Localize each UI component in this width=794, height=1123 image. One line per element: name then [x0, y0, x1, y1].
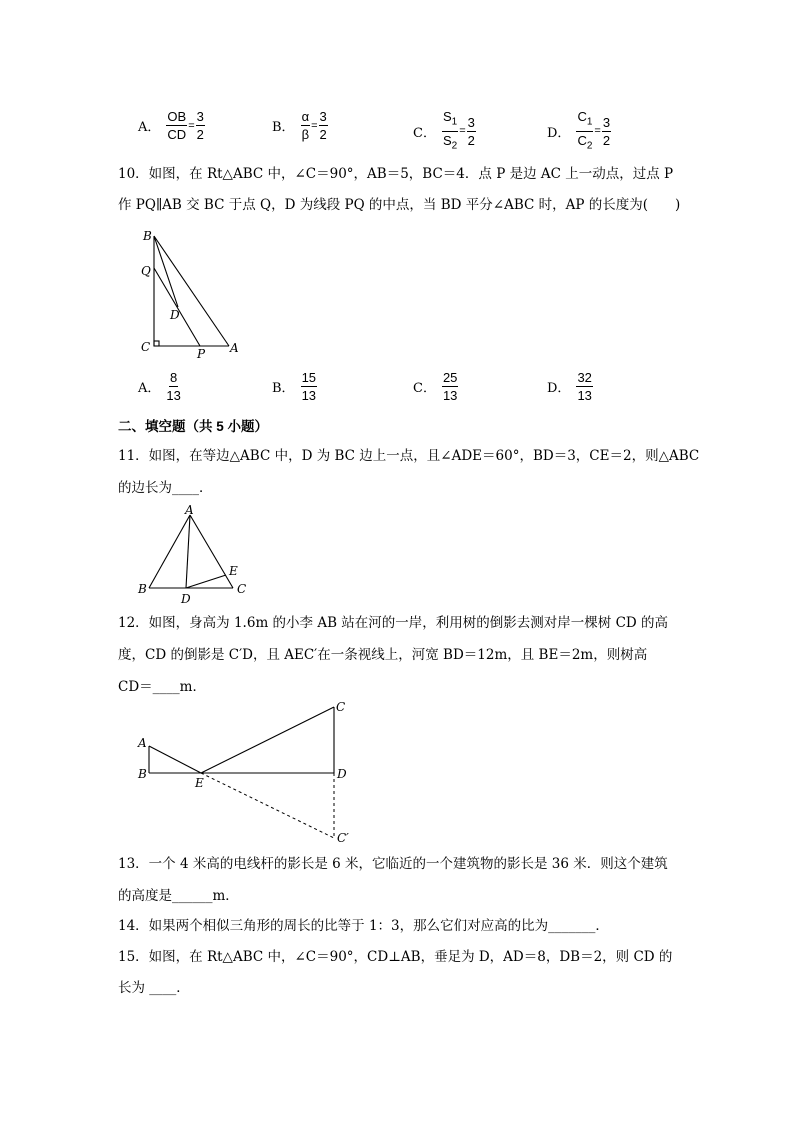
fraction-numerator: 25: [442, 370, 458, 385]
q9-option: [272, 109, 328, 142]
fraction-numerator: 3: [196, 109, 204, 124]
fraction: [166, 370, 180, 403]
q10-option: [272, 370, 317, 403]
fraction: [301, 109, 311, 142]
denominator-text: CD: [167, 127, 187, 142]
fraction-denominator: [577, 132, 592, 154]
fraction-denominator: [443, 132, 457, 154]
q15-line2: 长为 ____．: [118, 980, 190, 996]
equals-sign: =: [459, 125, 466, 138]
subscript: 1: [586, 116, 593, 128]
q10-label-B: B: [143, 229, 152, 243]
fraction-denominator: 13: [442, 388, 458, 403]
option-letter: B．: [272, 120, 295, 135]
option-letter: D．: [547, 125, 571, 141]
fraction: [442, 370, 458, 403]
fraction-numerator: 15: [301, 370, 317, 385]
fraction-denominator: 13: [577, 388, 592, 403]
q12-label-C2: C′: [337, 831, 349, 845]
fraction: [576, 370, 592, 403]
q10-segment-AB: [154, 236, 229, 346]
equals-sign: =: [311, 119, 318, 132]
fraction-denominator: [167, 126, 186, 142]
equals-sign: =: [188, 119, 195, 132]
q11-segment-DE: [186, 575, 226, 588]
fraction-denominator: 2: [467, 132, 475, 148]
fraction-denominator: 2: [602, 132, 611, 148]
q10-label-A: A: [230, 341, 239, 355]
fraction-denominator: 2: [319, 127, 327, 142]
option-letter: A．: [138, 381, 161, 396]
denominator-text: C: [577, 132, 587, 148]
q12-segment-EC: [201, 707, 334, 773]
q10-line2: 作 PQ∥AB 交 BC 于点 Q，D 为线段 PQ 的中点，当 BD 平分∠ABC 时，AP 的长度为( ): [118, 197, 681, 213]
fraction: [467, 115, 476, 148]
q11-line2: 的边长为____．: [118, 480, 213, 496]
q14-line1: 14．如果两个相似三角形的周长的比等于 1：3，那么它们对应高的比为_______．: [118, 918, 609, 934]
numerator-text: C: [577, 109, 587, 124]
denominator-text: β: [301, 127, 310, 142]
q10-label-C: C: [141, 340, 151, 354]
q11-line1: 11．如图，在等边△ABC 中，D 为 BC 边上一点，且∠ADE＝60°，BD＝3，CE＝2，则△ABC: [118, 448, 700, 464]
fraction: [442, 109, 458, 153]
q10-option: [413, 370, 458, 403]
fraction: [196, 109, 205, 142]
q12-segment-EC2: [201, 773, 334, 838]
numerator-text: S: [442, 109, 452, 124]
option-letter: C．: [413, 125, 436, 141]
denominator-text: S: [442, 132, 452, 148]
fraction: [301, 370, 317, 403]
q10-label-P: P: [197, 347, 206, 361]
q10-line1: 10．如图，在 Rt△ABC 中，∠C＝90°，AB＝5，BC＝4．点 P 是边 AC 上一动点，过点 P: [118, 166, 674, 182]
q11-segment-AB: [149, 515, 190, 588]
subscript: 2: [451, 140, 458, 152]
q11-segment-AC: [190, 515, 233, 588]
fraction-numerator: [301, 109, 311, 126]
equals-sign: =: [594, 125, 601, 138]
fraction-numerator: 3: [602, 114, 611, 130]
q10-segment-QP: [154, 268, 200, 346]
q13-line2: 的高度是______m．: [118, 888, 239, 904]
fraction-denominator: 13: [301, 388, 317, 403]
section-title: 二、填空题（共 5 小题）: [118, 419, 269, 434]
q10-option: [547, 370, 593, 403]
q11-label-D: D: [181, 592, 191, 606]
numerator-text: α: [301, 109, 310, 124]
fraction-numerator: 3: [319, 109, 327, 124]
q10-label-Q: Q: [141, 264, 151, 278]
option-letter: D．: [547, 381, 571, 396]
q11-label-E: E: [229, 564, 238, 578]
q15-line1: 15．如图，在 Rt△ABC 中，∠C＝90°，CD⊥AB，垂足为 D，AD＝8，DB＝2，则 CD 的: [118, 949, 673, 965]
q12-line2: 度，CD 的倒影是 C′D，且 AEC′在一条视线上，河宽 BD＝12m，且 BE＝2m，则树高: [118, 647, 648, 663]
fraction: [602, 115, 611, 148]
fraction: [166, 109, 187, 142]
fraction-numerator: 8: [170, 370, 178, 385]
q12-label-B: B: [138, 767, 147, 781]
fraction-numerator: [442, 109, 458, 132]
fraction-numerator: 3: [467, 114, 475, 130]
q9-option: [547, 109, 611, 153]
q10-right-angle-mark: [154, 341, 159, 346]
subscript: 1: [451, 116, 458, 128]
q12-label-A: A: [138, 736, 147, 750]
fraction: [576, 109, 593, 153]
q12-line3: CD＝____m．: [118, 679, 206, 695]
q11-label-C: C: [237, 582, 247, 596]
q11-label-B: B: [138, 582, 147, 596]
fraction-denominator: [302, 126, 309, 142]
q11-label-A: A: [185, 503, 194, 517]
q9-option: [138, 109, 205, 142]
q13-line1: 13．一个 4 米高的电线杆的影长是 6 米，它临近的一个建筑物的影长是 36 米．则这个建筑: [118, 856, 668, 872]
fraction: [319, 109, 328, 142]
fraction-numerator: [166, 109, 187, 126]
q12-line1: 12．如图，身高为 1.6m 的小李 AB 站在河的一岸，利用树的倒影去测对岸一棵树 CD 的高: [118, 615, 669, 631]
q10-segment-BD: [154, 236, 178, 307]
option-letter: A．: [138, 120, 161, 135]
q12-label-E: E: [195, 776, 204, 790]
subscript: 2: [586, 140, 593, 152]
fraction-denominator: 2: [196, 127, 204, 142]
fraction-numerator: 32: [577, 370, 592, 385]
q10-option: [138, 370, 181, 403]
fraction-numerator: [576, 109, 593, 132]
q9-option: [413, 109, 476, 153]
q11-segment-AD: [186, 515, 190, 588]
q10-label-D: D: [170, 308, 180, 322]
q12-label-D: D: [337, 767, 347, 781]
option-letter: B．: [272, 381, 295, 396]
option-letter: C．: [413, 381, 436, 396]
fraction-denominator: 13: [166, 388, 181, 403]
q12-segment-AE: [149, 746, 201, 773]
numerator-text: OB: [167, 109, 187, 124]
q12-label-C: C: [336, 700, 346, 714]
